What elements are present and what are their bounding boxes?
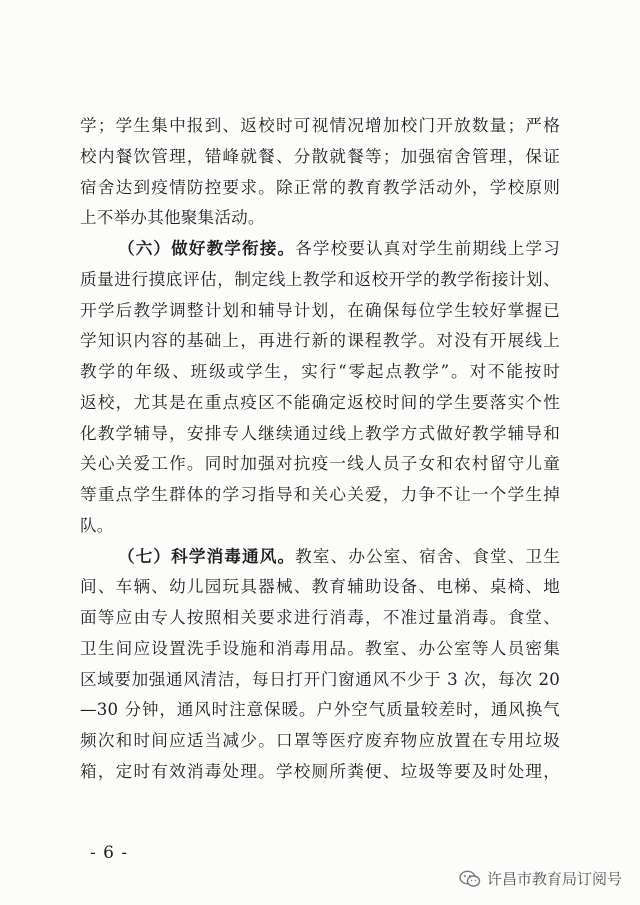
text-line: 等重点学生群体的学习指导和关心关爱，力争不让一个学生掉 [80,485,560,504]
text-line: 区域要加强通风清洁，每日打开门窗通风不少于 3 次，每次 20 [80,669,560,689]
text-line: 教学的年级、班级或学生，实行“零起点教学”。对不能按时 [80,362,560,381]
text-line: 学；学生集中报到、返校时可视情况增加校门开放数量；严格 [80,116,560,135]
text-run: 教室、办公室、宿舍、食堂、卫生 [295,546,561,566]
watermark [459,868,622,889]
text-line: 学知识内容的基础上，再进行新的课程教学。对没有开展线上 [80,331,560,351]
text-line: 箱，定时有效消毒处理。学校厕所粪便、垃圾等要及时处理， [80,761,560,781]
body-text [80,111,560,788]
page-number: - 6 - [90,843,129,863]
text-line: 化教学辅导，安排专人继续通过线上教学方式做好教学辅导和 [80,423,560,443]
section-heading-7: （七）科学消毒通风。 [118,546,296,566]
watermark-text: 许昌市教育局订阅号 [486,870,622,888]
text-line: —30 分钟，通风时注意保暖。户外空气质量较差时，通风换气 [80,700,560,720]
text-line: 返校，尤其是在重点疫区不能确定返校时间的学生要落实个性 [80,392,560,412]
text-line: 面等应由专人按照相关要求进行消毒，不准过量消毒。食堂、 [80,608,560,627]
text-line: 卫生间应设置洗手设施和消毒用品。教室、办公室等人员密集 [80,638,560,658]
text-line: 队。 [80,515,114,535]
section-heading-6: （六）做好教学衔接。 [118,239,296,258]
text-line: 质量进行摸底评估，制定线上教学和返校开学的教学衔接计划、 [80,269,560,289]
text-line: 上不举办其他聚集活动。 [80,208,265,228]
wechat-icon [459,870,481,888]
text-line [80,542,560,573]
text-line [80,234,560,265]
text-run: 各学校要认真对学生前期线上学习 [295,239,561,258]
text-line: 关心关爱工作。同时加强对抗疫一线人员子女和农村留守儿童 [80,454,560,474]
text-line: 开学后教学调整计划和辅导计划，在确保每位学生较好掌握已 [80,300,560,320]
text-line: 校内餐饮管理，错峰就餐、分散就餐等；加强宿舍管理，保证 [80,146,560,166]
text-line: 频次和时间应适当减少。口罩等医疗废弃物应放置在专用垃圾 [80,731,560,750]
text-line: 宿舍达到疫情防控要求。除正常的教育教学活动外，学校原则 [80,177,560,197]
text-line: 间、车辆、幼儿园玩具器械、教育辅助设备、电梯、桌椅、地 [80,577,560,597]
